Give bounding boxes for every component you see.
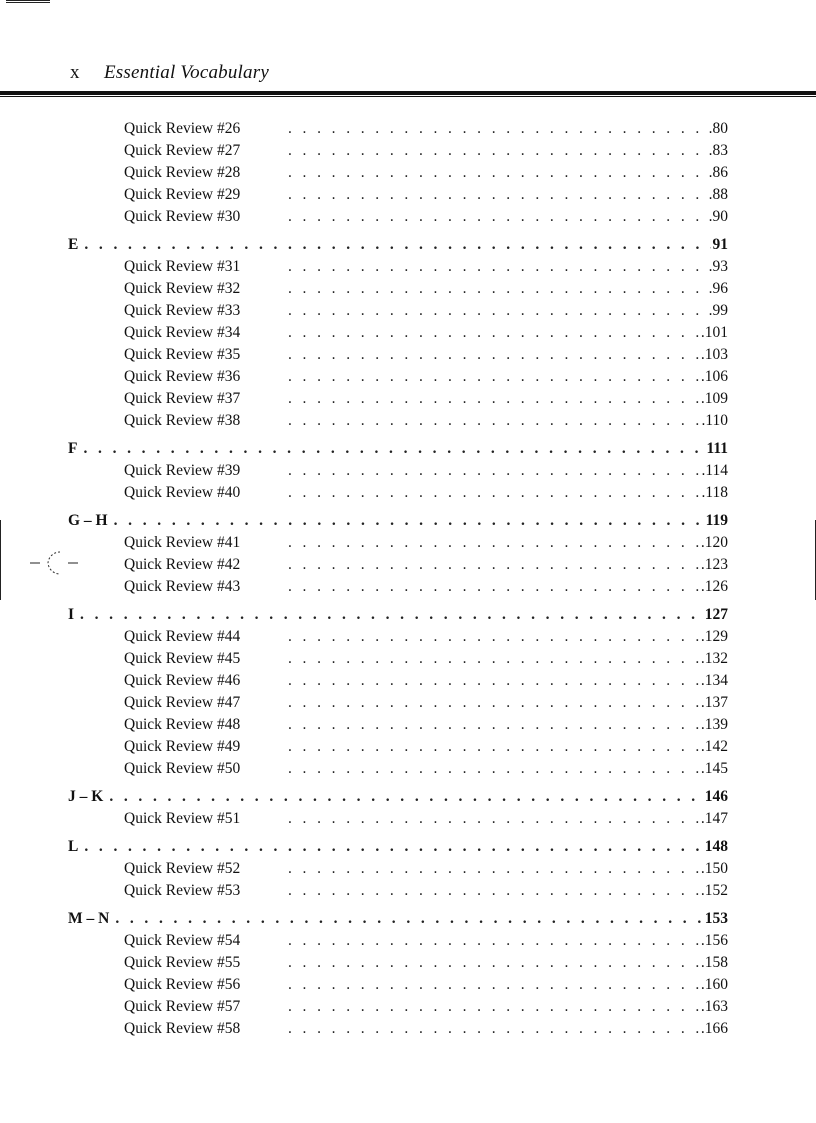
toc-page-number: .114 <box>701 462 728 479</box>
toc-section-label: M – N <box>68 910 110 927</box>
dot-leader <box>288 460 699 482</box>
dot-leader <box>288 278 707 300</box>
toc-section-row[interactable] <box>68 510 728 532</box>
dot-leader <box>83 438 704 460</box>
toc-section-label: L <box>68 838 79 855</box>
toc-page-number: .137 <box>700 694 728 711</box>
toc-entry-row[interactable] <box>68 460 728 482</box>
dot-leader <box>288 300 707 322</box>
dot-leader <box>288 256 707 278</box>
toc-entry-label: Quick Review #58 <box>124 1020 241 1037</box>
dot-leader <box>288 576 699 598</box>
toc-entry-label: Quick Review #32 <box>124 280 241 297</box>
page-edge-left <box>0 520 1 600</box>
dot-leader <box>288 648 699 670</box>
toc-entry-label: Quick Review #53 <box>124 882 241 899</box>
dot-leader <box>288 410 699 432</box>
toc-entry-row[interactable] <box>68 118 728 140</box>
dot-leader <box>288 808 699 830</box>
toc-entry-label: Quick Review #56 <box>124 976 241 993</box>
toc-entry-label: Quick Review #29 <box>124 186 241 203</box>
toc-page-number: .93 <box>708 258 728 275</box>
toc-entry-label: Quick Review #37 <box>124 390 241 407</box>
toc-entry-label: Quick Review #35 <box>124 346 241 363</box>
toc-entry-label: Quick Review #28 <box>124 164 241 181</box>
toc-entry-label: Quick Review #57 <box>124 998 241 1015</box>
toc-entry-row[interactable] <box>68 808 728 830</box>
toc-entry-row[interactable] <box>68 880 728 902</box>
dot-leader <box>115 908 702 930</box>
toc-page-number: .90 <box>708 208 728 225</box>
crop-mark-top <box>6 0 50 1</box>
dot-leader <box>288 322 699 344</box>
toc-page-number: .120 <box>700 534 728 551</box>
dot-leader <box>288 714 699 736</box>
dot-leader <box>288 482 699 504</box>
dot-leader <box>288 206 707 228</box>
toc-entry-row[interactable] <box>68 714 728 736</box>
toc-page-number: 91 <box>712 236 728 253</box>
toc-page-number: .126 <box>700 578 728 595</box>
dot-leader <box>288 880 699 902</box>
toc-entry-row[interactable] <box>68 388 728 410</box>
toc-section-label: F <box>68 440 78 457</box>
toc-page-number: .147 <box>700 810 728 827</box>
toc-page-number: .123 <box>700 556 728 573</box>
toc-page-number: .134 <box>700 672 728 689</box>
toc-page-number: .99 <box>708 302 728 319</box>
toc-entry-row[interactable] <box>68 996 728 1018</box>
toc-entry-label: Quick Review #48 <box>124 716 241 733</box>
toc-entry-row[interactable] <box>68 140 728 162</box>
toc-page-number: .158 <box>700 954 728 971</box>
toc-entry-row[interactable] <box>68 930 728 952</box>
toc-page-number: .142 <box>700 738 728 755</box>
toc-entry-label: Quick Review #45 <box>124 650 241 667</box>
dot-leader <box>288 184 707 206</box>
toc-entry-label: Quick Review #30 <box>124 208 241 225</box>
running-header <box>70 62 269 84</box>
toc-entry-label: Quick Review #52 <box>124 860 241 877</box>
toc-page-number: .103 <box>700 346 728 363</box>
header-rule-thick <box>0 91 816 95</box>
toc-page-number: .110 <box>701 412 728 429</box>
dot-leader <box>288 554 699 576</box>
toc-entry-row[interactable] <box>68 206 728 228</box>
dot-leader <box>288 118 707 140</box>
toc-section-row[interactable] <box>68 908 728 930</box>
toc-page-number: .152 <box>700 882 728 899</box>
toc-entry-row[interactable] <box>68 322 728 344</box>
toc-entry-label: Quick Review #47 <box>124 694 241 711</box>
dot-leader <box>288 162 707 184</box>
toc-section-label: E <box>68 236 79 253</box>
toc-entry-row[interactable] <box>68 648 728 670</box>
dot-leader <box>84 836 702 858</box>
table-of-contents <box>68 118 728 1040</box>
toc-page-number: 148 <box>704 838 728 855</box>
toc-page-number: 153 <box>704 910 728 927</box>
dot-leader <box>288 692 699 714</box>
header-book-title: Essential Vocabulary <box>104 62 269 83</box>
toc-entry-label: Quick Review #26 <box>124 120 241 137</box>
toc-entry-row[interactable] <box>68 554 728 576</box>
toc-entry-label: Quick Review #40 <box>124 484 241 501</box>
header-page-number: x <box>70 62 80 83</box>
toc-page-number: .129 <box>700 628 728 645</box>
dot-leader <box>109 786 702 808</box>
toc-entry-row[interactable] <box>68 344 728 366</box>
toc-entry-row[interactable] <box>68 858 728 880</box>
toc-entry-row[interactable] <box>68 256 728 278</box>
toc-entry-row[interactable] <box>68 1018 728 1040</box>
dot-leader <box>288 626 699 648</box>
toc-entry-label: Quick Review #49 <box>124 738 241 755</box>
dot-leader <box>288 996 699 1018</box>
toc-page-number: .83 <box>708 142 728 159</box>
dot-leader <box>288 858 699 880</box>
dot-leader <box>288 758 699 780</box>
toc-entry-row[interactable] <box>68 162 728 184</box>
dot-leader <box>288 930 699 952</box>
toc-entry-row[interactable] <box>68 532 728 554</box>
toc-section-row[interactable] <box>68 836 728 858</box>
toc-entry-row[interactable] <box>68 300 728 322</box>
toc-page-number: .88 <box>708 186 728 203</box>
dot-leader <box>288 952 699 974</box>
toc-page-number: 119 <box>705 512 728 529</box>
toc-section-row[interactable] <box>68 438 728 460</box>
toc-entry-row[interactable] <box>68 626 728 648</box>
toc-section-row[interactable] <box>68 234 728 256</box>
toc-entry-row[interactable] <box>68 670 728 692</box>
toc-entry-label: Quick Review #41 <box>124 534 241 551</box>
toc-page-number: .96 <box>708 280 728 297</box>
toc-page-number: .118 <box>701 484 728 501</box>
dot-leader <box>288 736 699 758</box>
toc-page-number: .156 <box>700 932 728 949</box>
toc-entry-row[interactable] <box>68 410 728 432</box>
dot-leader <box>288 670 699 692</box>
dot-leader <box>84 234 710 256</box>
toc-entry-row[interactable] <box>68 952 728 974</box>
toc-page-number: 146 <box>704 788 728 805</box>
toc-entry-row[interactable] <box>68 736 728 758</box>
toc-entry-row[interactable] <box>68 974 728 996</box>
toc-entry-label: Quick Review #39 <box>124 462 241 479</box>
toc-entry-label: Quick Review #50 <box>124 760 241 777</box>
toc-entry-label: Quick Review #34 <box>124 324 241 341</box>
dot-leader <box>288 532 699 554</box>
toc-entry-row[interactable] <box>68 278 728 300</box>
toc-entry-row[interactable] <box>68 758 728 780</box>
toc-section-label: I <box>68 606 75 623</box>
toc-page-number: .106 <box>700 368 728 385</box>
toc-entry-row[interactable] <box>68 184 728 206</box>
toc-entry-label: Quick Review #46 <box>124 672 241 689</box>
dot-leader <box>288 344 699 366</box>
toc-entry-label: Quick Review #27 <box>124 142 241 159</box>
toc-entry-label: Quick Review #38 <box>124 412 241 429</box>
toc-entry-row[interactable] <box>68 366 728 388</box>
toc-entry-label: Quick Review #54 <box>124 932 241 949</box>
toc-entry-row[interactable] <box>68 692 728 714</box>
toc-entry-label: Quick Review #44 <box>124 628 241 645</box>
toc-entry-row[interactable] <box>68 576 728 598</box>
dot-leader <box>288 366 699 388</box>
toc-page-number: .150 <box>700 860 728 877</box>
dot-leader <box>288 388 699 410</box>
toc-page-number: .109 <box>700 390 728 407</box>
toc-entry-label: Quick Review #36 <box>124 368 241 385</box>
toc-entry-label: Quick Review #55 <box>124 954 241 971</box>
dot-leader <box>288 140 707 162</box>
toc-page-number: .86 <box>708 164 728 181</box>
toc-section-row[interactable] <box>68 786 728 808</box>
toc-section-label: G – H <box>68 512 108 529</box>
toc-page-number: .132 <box>700 650 728 667</box>
toc-entry-label: Quick Review #51 <box>124 810 241 827</box>
toc-entry-label: Quick Review #33 <box>124 302 241 319</box>
header-rule-thin <box>0 96 816 97</box>
dot-leader <box>114 510 704 532</box>
dot-leader <box>288 974 699 996</box>
toc-page-number: .166 <box>700 1020 728 1037</box>
toc-page-number: .139 <box>700 716 728 733</box>
toc-entry-label: Quick Review #43 <box>124 578 241 595</box>
toc-entry-label: Quick Review #42 <box>124 556 241 573</box>
dot-leader <box>288 1018 699 1040</box>
toc-page-number: .163 <box>700 998 728 1015</box>
toc-entry-row[interactable] <box>68 482 728 504</box>
toc-page-number: .80 <box>708 120 728 137</box>
toc-page-number: 111 <box>706 440 728 457</box>
dot-leader <box>80 604 703 626</box>
toc-section-row[interactable] <box>68 604 728 626</box>
toc-section-label: J – K <box>68 788 104 805</box>
toc-entry-label: Quick Review #31 <box>124 258 241 275</box>
toc-page-number: .160 <box>700 976 728 993</box>
toc-page-number: .145 <box>700 760 728 777</box>
toc-page-number: 127 <box>704 606 728 623</box>
crop-mark-top-inner <box>6 2 50 3</box>
toc-page-number: .101 <box>700 324 728 341</box>
